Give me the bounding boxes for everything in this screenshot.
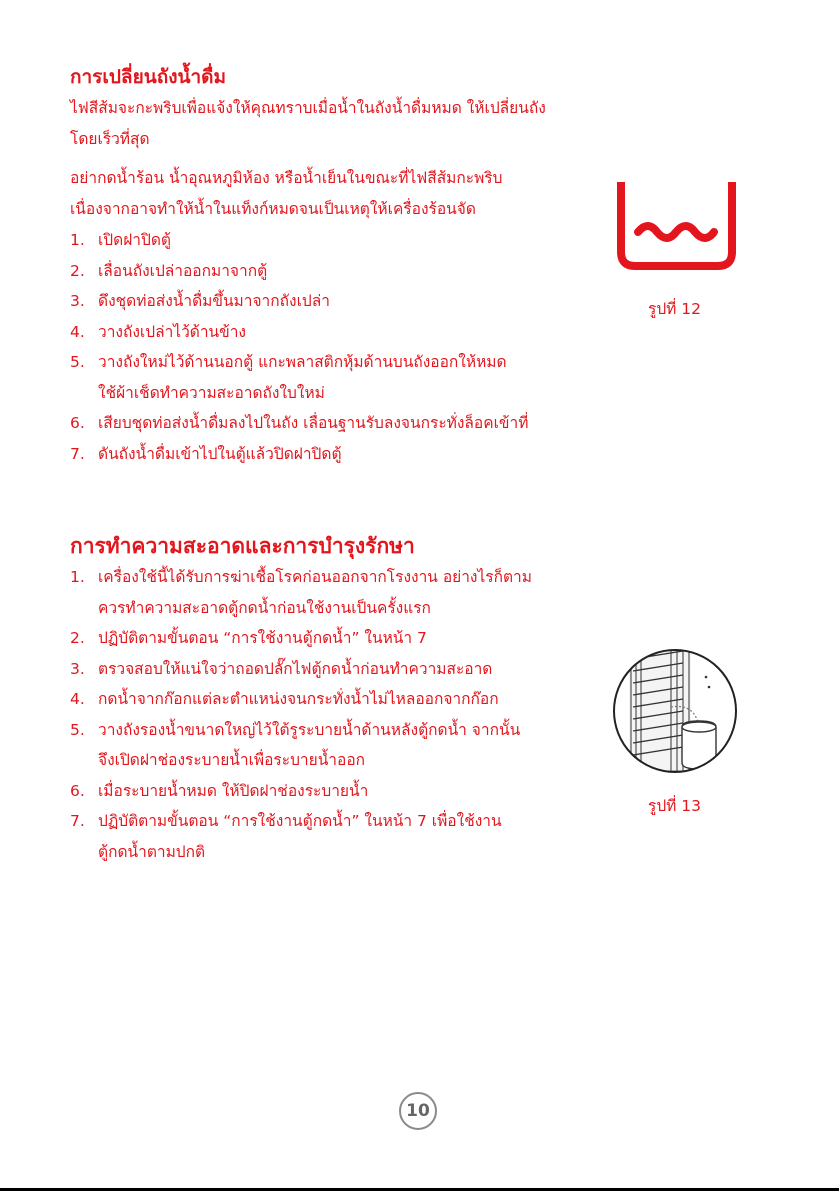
empty-water-bottle-icon	[613, 180, 740, 273]
list-item	[70, 654, 580, 685]
step-text-continued: ใช้ผ้าเช็ดทำความสะอาดถังใบใหม่	[98, 383, 325, 402]
page-number: 10	[399, 1092, 437, 1130]
step-text: เครื่องใช้นี้ได้รับการฆ่าเชื้อโรคก่อนออกจากโรงงาน อย่างไรก็ตาม	[98, 568, 532, 586]
list-item	[70, 225, 580, 256]
warning-line-1: อย่ากดน้ำร้อน น้ำอุณหภูมิห้อง หรือน้ำเย็นในขณะที่ไฟสีส้มกะพริบ	[70, 169, 503, 187]
step-text: เปิดฝาปิดตู้	[98, 231, 171, 249]
list-item	[70, 562, 580, 623]
step-number: 2.	[70, 629, 85, 647]
step-number: 1.	[70, 231, 85, 249]
replace-bottle-steps	[70, 225, 580, 469]
step-number: 7.	[70, 444, 85, 463]
step-text-continued: ตู้กดน้ำตามปกติ	[98, 842, 206, 861]
figure-12-caption: รูปที่ 12	[648, 300, 702, 318]
cleaning-steps	[70, 562, 580, 867]
section-heading-cleaning: การทำความสะอาดและการบำรุงรักษา	[70, 534, 415, 558]
list-item	[70, 776, 580, 807]
list-item	[70, 317, 580, 348]
step-text: ปฏิบัติตามขั้นตอน “การใช้งานตู้กดน้ำ” ในหน้า 7	[98, 629, 427, 647]
figure-13-caption: รูปที่ 13	[648, 797, 702, 815]
step-number: 5.	[70, 720, 85, 739]
intro-text	[70, 93, 570, 155]
intro-line-2: โดยเร็วที่สุด	[70, 130, 150, 148]
list-item	[70, 408, 580, 439]
step-text: วางถังรองน้ำขนาดใหญ่ไว้ใต้รูระบายน้ำด้านหลังตู้กดน้ำ จากนั้น	[98, 720, 521, 739]
step-number: 1.	[70, 568, 85, 586]
step-number: 6.	[70, 414, 85, 432]
intro-line-1: ไฟสีส้มจะกะพริบเพื่อแจ้งให้คุณทราบเมื่อน้ำในถังน้ำดื่มหมด ให้เปลี่ยนถัง	[70, 99, 546, 117]
list-item	[70, 623, 580, 654]
step-text: ตรวจสอบให้แน่ใจว่าถอดปลั๊กไฟตู้กดน้ำก่อนทำความสะอาด	[98, 659, 493, 678]
step-number: 6.	[70, 781, 85, 800]
list-item	[70, 684, 580, 715]
step-text: ปฏิบัติตามขั้นตอน “การใช้งานตู้กดน้ำ” ในหน้า 7 เพื่อใช้งาน	[98, 812, 502, 830]
step-text: วางถังใหม่ไว้ด้านนอกตู้ แกะพลาสติกหุ้มด้านบนถังออกให้หมด	[98, 353, 507, 371]
step-number: 4.	[70, 322, 85, 341]
step-number: 2.	[70, 261, 85, 280]
step-text-continued: จึงเปิดฝาช่องระบายน้ำเพื่อระบายน้ำออก	[98, 751, 366, 769]
step-number: 4.	[70, 690, 85, 708]
step-text: เสียบชุดท่อส่งน้ำดื่มลงไปในถัง เลื่อนฐานรับลงจนกระทั่งล็อคเข้าที่	[98, 414, 529, 432]
step-text-continued: ควรทำความสะอาดตู้กดน้ำก่อนใช้งานเป็นครั้งแรก	[98, 598, 431, 617]
section-heading-replace-bottle: การเปลี่ยนถังน้ำดื่ม	[70, 66, 226, 88]
list-item	[70, 347, 580, 408]
step-number: 7.	[70, 812, 85, 830]
list-item	[70, 715, 580, 776]
list-item	[70, 806, 580, 867]
step-text: เลื่อนถังเปล่าออกมาจากตู้	[98, 261, 268, 280]
list-item	[70, 256, 580, 287]
step-text: ดันถังน้ำดื่มเข้าไปในตู้แล้วปิดฝาปิดตู้	[98, 444, 342, 463]
warning-text	[70, 163, 570, 225]
step-number: 3.	[70, 659, 85, 678]
step-text: วางถังเปล่าไว้ด้านข้าง	[98, 322, 246, 341]
list-item	[70, 286, 580, 317]
step-number: 5.	[70, 353, 85, 371]
step-text: ดึงชุดท่อส่งน้ำดื่มขึ้นมาจากถังเปล่า	[98, 292, 330, 310]
warning-line-2: เนื่องจากอาจทำให้น้ำในแท็งก์หมดจนเป็นเหตุให้เครื่องร้อนจัด	[70, 200, 476, 218]
step-text: เมื่อระบายน้ำหมด ให้ปิดฝาช่องระบายน้ำ	[98, 781, 369, 800]
list-item	[70, 439, 580, 470]
step-text: กดน้ำจากก๊อกแต่ละตำแหน่งจนกระทั่งน้ำไม่ไหลออกจากก๊อก	[98, 690, 499, 708]
drain-water-illustration	[611, 647, 739, 775]
step-number: 3.	[70, 292, 85, 310]
